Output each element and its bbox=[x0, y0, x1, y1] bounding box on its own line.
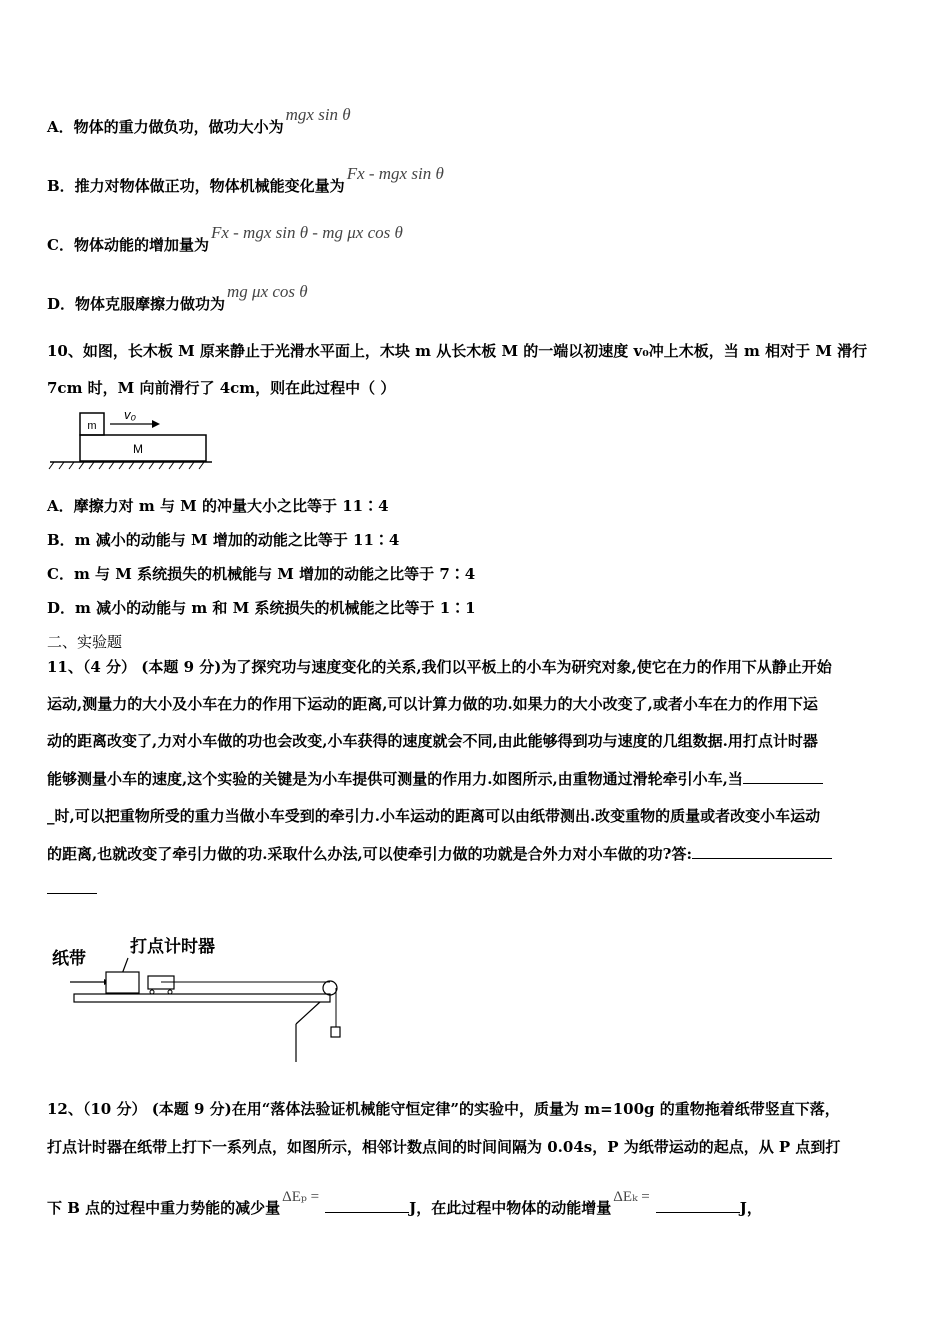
q12-line3 bbox=[47, 1189, 762, 1218]
ep-answer-blank[interactable] bbox=[325, 1198, 409, 1213]
q10-option-c: C．m 与 M 系统损失的机械能与 M 增加的动能之比等于 7∶4 bbox=[47, 565, 476, 583]
answer-blank-2-continued[interactable] bbox=[47, 893, 97, 894]
q10-option-d: D．m 减小的动能与 m 和 M 系统损失的机械能之比等于 1∶1 bbox=[47, 599, 476, 617]
q12-line2: 打点计时器在纸带上打下一系列点，如图所示，相邻计数点间的时间间隔为 0.04s，P 为纸带运动的起点，从 P 点到打 bbox=[47, 1138, 841, 1156]
q10-stem-line2: 7cm 时，M 向前滑行了 4cm，则在此过程中（ ） bbox=[47, 379, 396, 397]
q12-line1: 12、（10 分） (本题 9 分)在用“落体法验证机械能守恒定律”的实验中，质量为 m=100g 的重物拖着纸带竖直下落， bbox=[47, 1100, 840, 1118]
q11-line6-text: 的距离,也就改变了牵引力做的功.采取什么办法,可以使牵引力做的功就是合外力对小车做的功?答: bbox=[47, 845, 692, 863]
small-block-label: m bbox=[87, 420, 97, 432]
q11-line1: 11、（4 分） (本题 9 分)为了探究功与速度变化的关系,我们以平板上的小车为研究对象,使它在力的作用下从静止开始 bbox=[47, 658, 832, 676]
ek-answer-blank[interactable] bbox=[656, 1198, 740, 1213]
q12-unit2: J， bbox=[739, 1199, 762, 1217]
q11-line5: _时,可以把重物所受的重力当做小车受到的牵引力.小车运动的距离可以由纸带测出.改变重物的质量或者改变小车运动 bbox=[47, 807, 821, 825]
q12-unit1: J，在此过程中物体的动能增量 bbox=[409, 1199, 612, 1217]
timer-label: 打点计时器 bbox=[130, 937, 215, 956]
option-d-text: D．物体克服摩擦力做功为 bbox=[47, 295, 226, 313]
option-b-text: B．推力对物体做正功，物体机械能变化量为 bbox=[47, 177, 345, 195]
option-a-formula: mgx sin θ bbox=[285, 105, 351, 124]
arrow-head bbox=[152, 420, 160, 428]
q10-option-a: A．摩擦力对 m 与 M 的冲量大小之比等于 11∶4 bbox=[47, 497, 389, 515]
board bbox=[74, 994, 330, 1002]
q9-option-d bbox=[47, 282, 308, 314]
large-board bbox=[80, 435, 206, 461]
velocity-label: v₀ bbox=[124, 407, 136, 422]
section-title: 二、实验题 bbox=[47, 633, 123, 651]
q11-line6 bbox=[47, 843, 832, 864]
pulley bbox=[323, 981, 337, 995]
ground-hatch bbox=[49, 462, 204, 469]
answer-blank-1[interactable] bbox=[743, 769, 823, 784]
q9-option-c bbox=[47, 223, 403, 255]
option-b-formula: Fx - mgx sin θ bbox=[346, 164, 444, 183]
delta-ep-symbol: ΔEₚ = bbox=[282, 1189, 320, 1205]
q11-line4-text: 能够测量小车的速度,这个实验的关键是为小车提供可测量的作用力.如图所示,由重物通过滑轮牵引小车,当 bbox=[47, 770, 743, 788]
answer-blank-2[interactable] bbox=[692, 844, 832, 859]
delta-ek-symbol: ΔEₖ = bbox=[613, 1189, 650, 1205]
tape-label: 纸带 bbox=[52, 949, 86, 968]
option-c-formula: Fx - mgx sin θ - mg μx cos θ bbox=[210, 223, 403, 242]
board-block-figure bbox=[46, 405, 216, 473]
option-d-formula: mg μx cos θ bbox=[227, 282, 308, 301]
q9-option-a bbox=[47, 105, 351, 137]
cart-experiment-figure bbox=[46, 932, 356, 1064]
q11-line4 bbox=[47, 768, 823, 789]
table-edge bbox=[296, 1002, 320, 1024]
q10-stem-line1: 10、如图，长木板 M 原来静止于光滑水平面上，木块 m 从长木板 M 的一端以初速度 v₀冲上木板，当 m 相对于 M 滑行 bbox=[47, 342, 868, 360]
option-a-text: A．物体的重力做负功，做功大小为 bbox=[47, 118, 284, 136]
hanging-weight bbox=[331, 1027, 340, 1037]
large-board-label: M bbox=[133, 442, 143, 456]
q12-line3-text: 下 B 点的过程中重力势能的减少量 bbox=[47, 1199, 281, 1217]
q11-line2: 运动,测量力的大小及小车在力的作用下运动的距离,可以计算力做的功.如果力的大小改变了,或者小车在力的作用下运 bbox=[47, 695, 818, 713]
timer-box bbox=[106, 972, 139, 993]
option-c-text: C．物体动能的增加量为 bbox=[47, 236, 209, 254]
q10-option-b: B．m 减小的动能与 M 增加的动能之比等于 11∶4 bbox=[47, 531, 400, 549]
q9-option-b bbox=[47, 164, 444, 196]
q11-line3: 动的距离改变了,力对小车做的功也会改变,小车获得的速度就会不同,由此能够得到功与速度的几组数据.用打点计时器 bbox=[47, 732, 818, 750]
